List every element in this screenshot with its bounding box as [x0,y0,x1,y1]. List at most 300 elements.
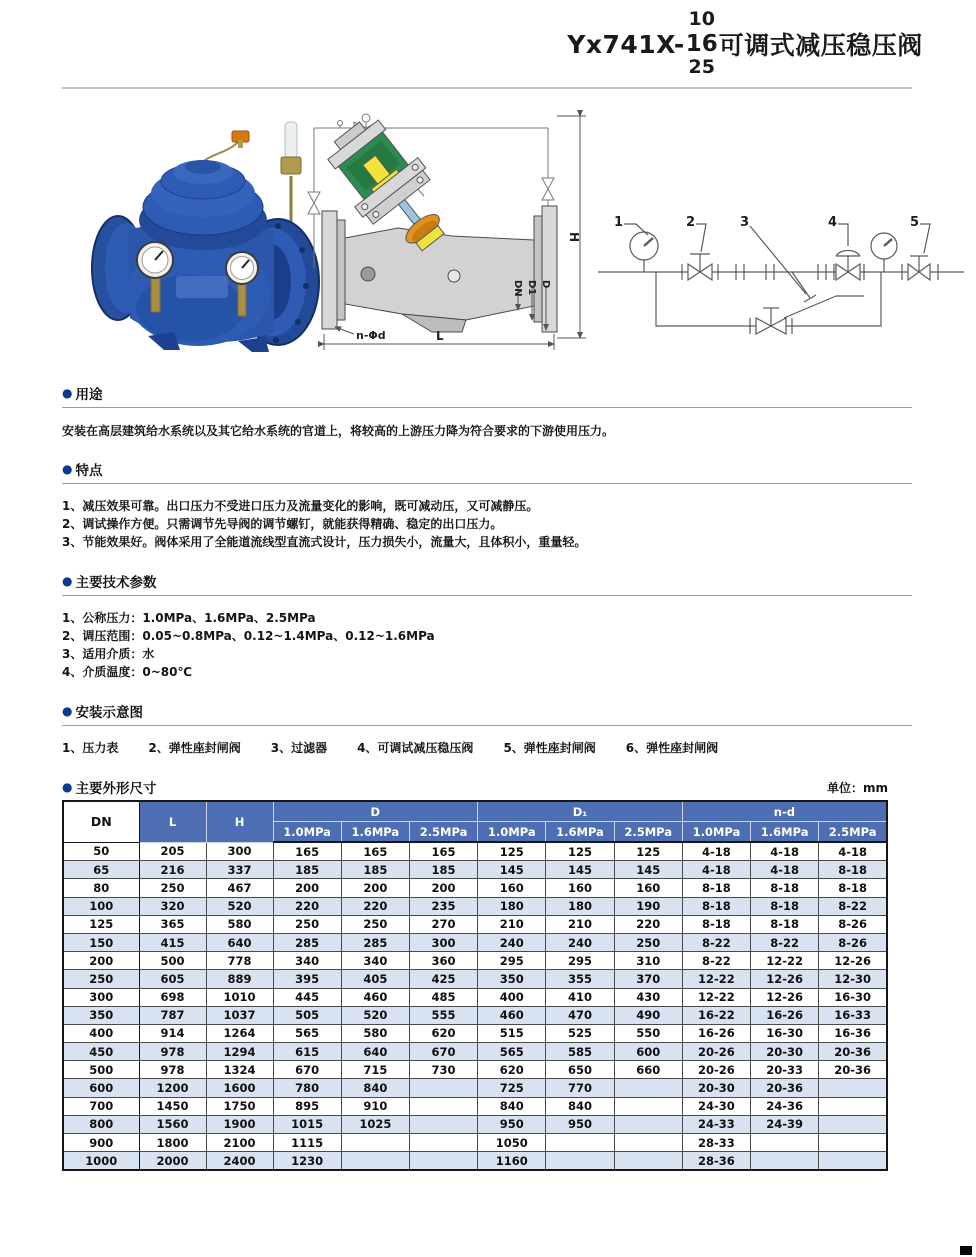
dimension-cell: 210 [546,915,614,933]
dimension-cell [546,1152,614,1171]
dn-cell: 250 [63,970,139,988]
dimension-cell: 978 [139,1043,206,1061]
parameters-list [62,609,912,681]
dimension-cell: 565 [273,1024,341,1042]
sub-header: 1.0MPa [478,822,546,843]
dimension-cell: 2000 [139,1152,206,1171]
dimension-cell: 295 [478,952,546,970]
dimension-cell: 978 [139,1061,206,1079]
divider [62,595,912,596]
dimension-cell: 145 [478,861,546,879]
dim-label-nd: n-Φd [356,329,386,342]
model-number-stack [686,9,718,79]
dimension-cell: 1050 [478,1134,546,1152]
table-row [63,897,887,915]
dimension-cell: 185 [273,861,341,879]
dimension-cell: 200 [273,879,341,897]
dimension-cell: 1294 [206,1043,273,1061]
dimension-cell: 580 [341,1024,409,1042]
dimension-cell: 1025 [341,1115,409,1133]
sub-header: 2.5MPa [614,822,682,843]
dimension-cell: 1115 [273,1134,341,1152]
dimension-cell: 320 [139,897,206,915]
dimension-cell: 12-30 [819,970,887,988]
dimension-cell: 780 [273,1079,341,1097]
dimension-cell: 8-18 [682,879,750,897]
dimension-cell [409,1079,477,1097]
dimension-cell: 185 [409,861,477,879]
installation-heading: 安装示意图 [75,705,143,721]
dimension-cell: 285 [341,933,409,951]
dimension-cell: 425 [409,970,477,988]
dimension-cell: 470 [546,1006,614,1024]
dimension-cell [751,1152,819,1171]
dimension-cell [546,1134,614,1152]
dimension-cell: 250 [614,933,682,951]
callout-5: 5 [910,215,920,230]
dimension-cell: 185 [341,861,409,879]
dimension-cell: 16-30 [751,1024,819,1042]
dimension-cell: 165 [273,842,341,861]
col-header-l: L [139,801,206,842]
dimension-cell: 24-39 [751,1115,819,1133]
strainer-symbol-3 [792,272,816,302]
dimension-cell: 190 [614,897,682,915]
dimension-cell: 660 [614,1061,682,1079]
dimension-cell: 20-26 [682,1061,750,1079]
dimension-cell: 216 [139,861,206,879]
dimension-cell: 145 [614,861,682,879]
dimension-cell: 415 [139,933,206,951]
dimension-cell: 8-22 [751,933,819,951]
dn-cell: 800 [63,1115,139,1133]
sub-header: 1.0MPa [273,822,341,843]
dimension-cell: 1200 [139,1079,206,1097]
col-header-dn: DN [63,801,139,842]
parameter-item: 2、调压范围：0.05~0.8MPa、0.12~1.4MPa、0.12~1.6MPa [62,629,435,643]
table-row [63,1024,887,1042]
dimension-cell: 615 [273,1043,341,1061]
dimension-cell: 180 [478,897,546,915]
dimension-cell: 145 [546,861,614,879]
dimension-cell: 8-22 [682,952,750,970]
dimension-cell [341,1134,409,1152]
dn-cell: 500 [63,1061,139,1079]
table-row [63,1152,887,1171]
dimension-cell: 640 [206,933,273,951]
dimension-cell: 585 [546,1043,614,1061]
dimension-cell: 730 [409,1061,477,1079]
feature-item: 2、调试操作方便。只需调节先导阀的调节螺钉，就能获得精确、稳定的出口压力。 [62,517,503,531]
parameter-item: 1、公称压力：1.0MPa、1.6MPa、2.5MPa [62,611,316,625]
dimension-cell: 20-26 [682,1043,750,1061]
table-row [63,1006,887,1024]
dimension-cell: 270 [409,915,477,933]
dimension-cell [614,1134,682,1152]
dimension-cell: 555 [409,1006,477,1024]
dimension-cell: 250 [273,915,341,933]
dimension-cell: 1800 [139,1134,206,1152]
dimension-cell: 16-33 [819,1006,887,1024]
dimension-cell: 1900 [206,1115,273,1133]
dimension-cell [819,1115,887,1133]
dimension-cell: 725 [478,1079,546,1097]
dimension-cell [614,1097,682,1115]
dimension-cell [819,1152,887,1171]
bypass-valve-symbol-6 [750,296,864,334]
dimension-cell: 950 [546,1115,614,1133]
callout-3: 3 [740,215,750,230]
parameter-item: 3、适用介质：水 [62,647,155,661]
dimension-cell: 16-26 [682,1024,750,1042]
sub-header: 2.5MPa [819,822,887,843]
dimension-cell: 1160 [478,1152,546,1171]
dimension-cell: 300 [409,933,477,951]
dimension-cell: 1450 [139,1097,206,1115]
dimension-cell [819,1134,887,1152]
dimension-cell: 1324 [206,1061,273,1079]
dimension-cell: 210 [478,915,546,933]
dimension-cell: 350 [478,970,546,988]
dimension-cell: 360 [409,952,477,970]
legend-item: 2、弹性座封闸阀 [148,741,241,755]
table-row [63,1043,887,1061]
dimension-cell: 240 [546,933,614,951]
dimension-cell: 1560 [139,1115,206,1133]
legend-item: 4、可调试减压稳压阀 [357,741,474,755]
dimension-cell: 467 [206,879,273,897]
dimensions-table [62,800,888,1171]
dimension-cell: 20-30 [751,1043,819,1061]
dimension-cell: 914 [139,1024,206,1042]
dimension-cell: 12-26 [751,970,819,988]
unit-label: 单位：mm [826,781,888,795]
dimension-cell: 1264 [206,1024,273,1042]
dimension-cell: 340 [341,952,409,970]
dimension-cell: 295 [546,952,614,970]
dimension-cell: 2400 [206,1152,273,1171]
dn-cell: 50 [63,842,139,861]
dimension-cell [409,1152,477,1171]
sub-header: 1.6MPa [751,822,819,843]
sub-header: 1.6MPa [546,822,614,843]
callout-2: 2 [686,215,696,230]
dimension-cell: 355 [546,970,614,988]
valve-body-section [322,206,557,332]
header-divider [62,87,912,89]
dimension-cell [341,1152,409,1171]
dimension-cell: 28-33 [682,1134,750,1152]
valve-photo [90,110,322,352]
table-row [63,1134,887,1152]
dimension-cell: 715 [341,1061,409,1079]
pressure-gauge-symbol-5a [871,233,897,272]
dimension-cell: 300 [206,842,273,861]
dimension-cell: 515 [478,1024,546,1042]
col-group-d: D [273,801,478,822]
dimension-cell: 240 [478,933,546,951]
dimension-cell: 285 [273,933,341,951]
table-row [63,988,887,1006]
model-number-top: 10 [688,7,715,30]
sub-header: 1.6MPa [341,822,409,843]
dimension-cell: 770 [546,1079,614,1097]
dimension-cell: 1750 [206,1097,273,1115]
model-prefix: Yx741X- [567,29,685,59]
section-heading-installation [62,701,143,721]
dimension-cell: 165 [409,842,477,861]
dimension-cell: 235 [409,897,477,915]
dimension-cell: 12-26 [819,952,887,970]
dimension-cell: 20-36 [751,1079,819,1097]
table-row [63,842,887,861]
dn-cell: 100 [63,897,139,915]
dimension-cell: 620 [478,1061,546,1079]
dimension-cell: 125 [614,842,682,861]
gate-valve-symbol-5 [908,256,930,280]
col-group-nd: n-d [682,801,887,822]
model-number-mid: 16 [685,30,718,57]
callout-4: 4 [828,215,838,230]
dimension-cell: 220 [614,915,682,933]
dn-cell: 700 [63,1097,139,1115]
dim-label-d1: D1 [526,280,537,296]
dimension-cell: 520 [206,897,273,915]
section-heading-features [62,459,102,479]
dimension-cell: 165 [341,842,409,861]
dimension-cell: 520 [341,1006,409,1024]
usage-heading: 用途 [75,387,103,403]
dn-cell: 600 [63,1079,139,1097]
section-bullet-icon: ● [62,574,73,588]
page-title [520,8,970,80]
dimensions-table-head [63,801,887,842]
dimension-cell: 8-22 [682,933,750,951]
dim-label-h: H [567,232,581,243]
dimension-cell: 895 [273,1097,341,1115]
section-heading-usage [62,383,102,403]
dimension-cell: 20-30 [682,1079,750,1097]
dimension-cell [409,1097,477,1115]
dimensions-table-body [63,842,887,1170]
dimension-cell: 950 [478,1115,546,1133]
dimension-cell: 1010 [206,988,273,1006]
dimension-cell: 395 [273,970,341,988]
dimension-cell: 8-18 [751,879,819,897]
dimension-cell: 787 [139,1006,206,1024]
dimension-cell: 310 [614,952,682,970]
dimension-cell: 840 [546,1097,614,1115]
table-row [63,1061,887,1079]
dimension-cell: 8-18 [682,915,750,933]
dimension-cell: 12-26 [751,988,819,1006]
gate-valve-symbol-2 [688,254,712,280]
dimensions-heading: 主要外形尺寸 [75,781,157,797]
installation-legend [62,739,912,757]
dimension-cell: 337 [206,861,273,879]
legend-item: 6、弹性座封闸阀 [625,741,719,755]
dim-label-dn: DN [512,280,523,297]
dimension-cell: 250 [139,879,206,897]
dn-cell: 300 [63,988,139,1006]
dimension-cell: 365 [139,915,206,933]
dimension-cell: 220 [341,897,409,915]
dn-cell: 125 [63,915,139,933]
page-corner-mark [960,1246,972,1255]
pilot-cap-icon [281,122,301,174]
dimension-cell: 125 [478,842,546,861]
dimension-cell: 698 [139,988,206,1006]
dimension-cell: 200 [409,879,477,897]
sub-header: 2.5MPa [409,822,477,843]
dn-cell: 900 [63,1134,139,1152]
dimension-cell [409,1134,477,1152]
callout-1: 1 [614,215,624,230]
dimension-cell [409,1115,477,1133]
divider [62,725,912,726]
dimension-cell: 20-33 [751,1061,819,1079]
dimension-cell: 505 [273,1006,341,1024]
dimension-cell: 640 [341,1043,409,1061]
dimension-cell: 670 [273,1061,341,1079]
dimension-cell: 16-22 [682,1006,750,1024]
dimension-cell: 16-26 [751,1006,819,1024]
features-list [62,497,912,551]
bypass-pipe [656,272,881,326]
dimension-cell: 400 [478,988,546,1006]
col-group-d1: D₁ [478,801,683,822]
dimension-cell [819,1079,887,1097]
table-row [63,1079,887,1097]
dimension-cell: 20-36 [819,1043,887,1061]
table-row [63,861,887,879]
dimension-cell: 485 [409,988,477,1006]
dimension-cell: 180 [546,897,614,915]
dimension-cell: 650 [546,1061,614,1079]
reducing-valve-symbol-4 [836,250,860,280]
section-heading-parameters [62,571,156,591]
dimension-cell: 8-18 [682,897,750,915]
dimension-cell: 500 [139,952,206,970]
dimension-cell: 8-26 [819,915,887,933]
section-bullet-icon: ● [62,780,73,794]
dimension-cell: 778 [206,952,273,970]
dimension-cell: 1600 [206,1079,273,1097]
dimension-cell: 430 [614,988,682,1006]
dn-cell: 200 [63,952,139,970]
legend-item: 3、过滤器 [270,741,328,755]
dimension-cell [819,1097,887,1115]
dimension-cell: 160 [478,879,546,897]
dimension-cell: 620 [409,1024,477,1042]
dn-cell: 450 [63,1043,139,1061]
dimension-cell: 20-36 [819,1061,887,1079]
legend-item: 5、弹性座封闸阀 [503,741,596,755]
dimension-cell: 405 [341,970,409,988]
dimension-cell: 4-18 [751,861,819,879]
table-row [63,1097,887,1115]
dimension-cell: 840 [341,1079,409,1097]
dimension-cell: 600 [614,1043,682,1061]
dimension-cell: 24-33 [682,1115,750,1133]
parameters-heading: 主要技术参数 [75,575,157,591]
dn-cell: 80 [63,879,139,897]
dimension-cell: 8-18 [751,897,819,915]
dimension-cell [614,1115,682,1133]
dimension-cell: 160 [614,879,682,897]
dimension-cell: 205 [139,842,206,861]
dimension-cell: 28-36 [682,1152,750,1171]
dimension-cell: 8-18 [819,861,887,879]
dimension-cell: 550 [614,1024,682,1042]
dimension-cell: 605 [139,970,206,988]
dimension-cell: 8-22 [819,897,887,915]
dimension-cell: 910 [341,1097,409,1115]
dimension-cell: 250 [341,915,409,933]
dimension-cell: 565 [478,1043,546,1061]
dimension-cell: 525 [546,1024,614,1042]
dimension-cell: 460 [478,1006,546,1024]
dimension-cell: 670 [409,1043,477,1061]
table-row [63,933,887,951]
dimension-cell: 1015 [273,1115,341,1133]
dimension-cell: 8-18 [819,879,887,897]
dimension-cell: 840 [478,1097,546,1115]
table-row [63,879,887,897]
model-number-bottom: 25 [688,56,715,79]
dimension-cell: 1037 [206,1006,273,1024]
dim-label-l: L [436,329,444,343]
parameter-item: 4、介质温度：0~80℃ [62,665,192,679]
table-row [63,970,887,988]
dimension-cell: 4-18 [682,842,750,861]
dimension-cell: 16-36 [819,1024,887,1042]
table-row [63,915,887,933]
dimension-cell: 24-36 [751,1097,819,1115]
dimension-cell: 200 [341,879,409,897]
table-row [63,1115,887,1133]
dimension-cell: 370 [614,970,682,988]
dimension-cell: 125 [546,842,614,861]
features-heading: 特点 [75,463,103,479]
dimension-cell: 4-18 [751,842,819,861]
dimension-cell: 490 [614,1006,682,1024]
feature-item: 3、节能效果好。阀体采用了全能道流线型直流式设计，压力损失小，流量大，且体积小，重量轻。 [62,535,587,549]
dimension-cell: 4-18 [819,842,887,861]
dimension-cell: 445 [273,988,341,1006]
dn-cell: 1000 [63,1152,139,1171]
dimension-cell: 2100 [206,1134,273,1152]
dn-cell: 65 [63,861,139,879]
dimension-cell: 12-22 [682,988,750,1006]
usage-body: 安装在高层建筑给水系统以及其它给水系统的官道上，将较高的上游压力降为符合要求的下游使用压力。 [62,424,615,438]
divider [62,407,912,408]
dimension-cell: 12-22 [682,970,750,988]
table-row [63,952,887,970]
dimension-cell: 340 [273,952,341,970]
dimension-cell: 460 [341,988,409,1006]
pressure-gauge-symbol-1 [630,232,658,272]
dimension-cell: 580 [206,915,273,933]
dn-cell: 350 [63,1006,139,1024]
dimension-cell: 160 [546,879,614,897]
dimension-cell: 8-26 [819,933,887,951]
dimension-cell: 4-18 [682,861,750,879]
dimension-cell: 24-30 [682,1097,750,1115]
feature-item: 1、减压效果可靠。出口压力不受进口压力及流量变化的影响，既可减动压，又可减静压。 [62,499,539,513]
sub-header: 1.0MPa [682,822,750,843]
divider [62,483,912,484]
